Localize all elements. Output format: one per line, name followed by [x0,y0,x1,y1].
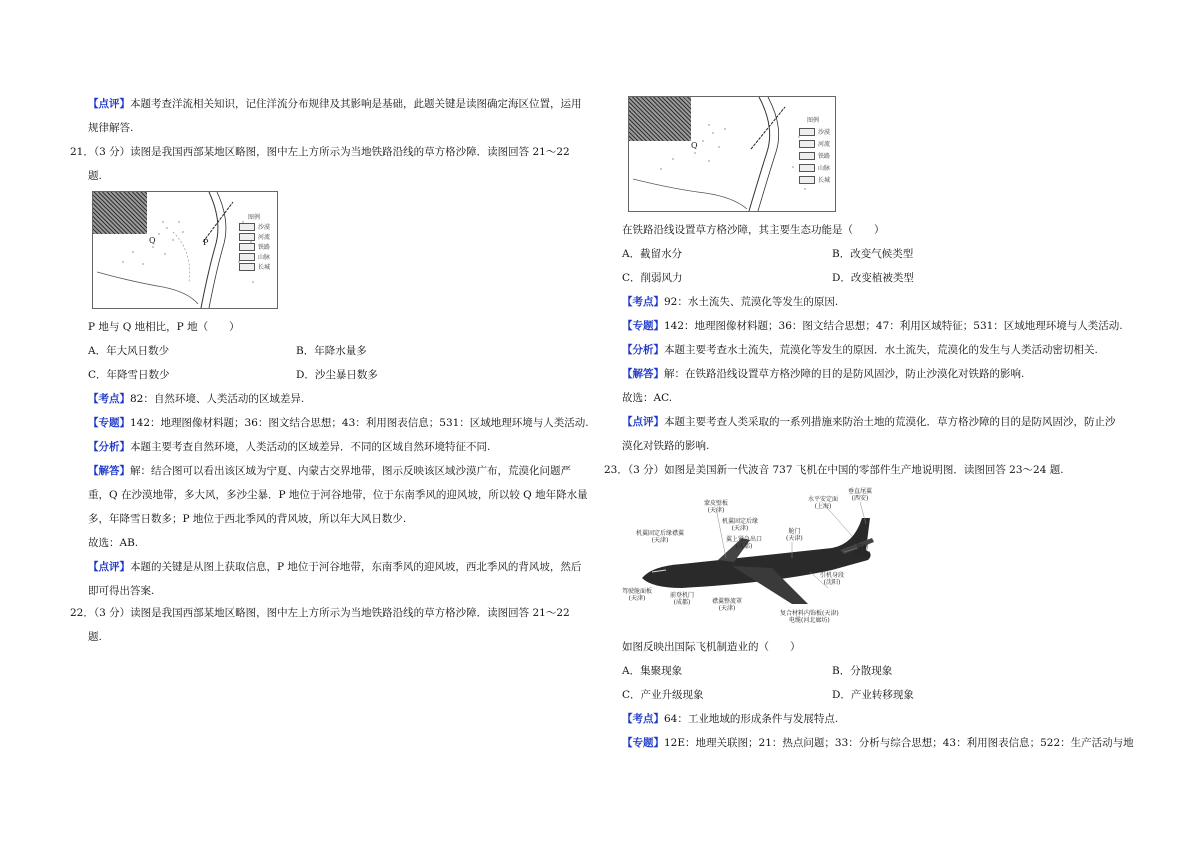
legend-railway: 铁路 [239,242,270,251]
plane-label-cockpit-panel: 驾驶舱面板 (天津) [622,588,653,602]
q22-stem-line2: 题. [88,631,102,643]
review-tag: 【 点评 】 [88,98,130,110]
plane-label-flap-fairing: 襟翼整流罩 (天津) [712,598,743,612]
legend2-river: 河流 [799,139,830,148]
q21-option-c: C．年降雪日数少 [88,369,170,381]
plane-label-wing-trailing-edge: 机翼固定后缘 (天津) [722,518,759,532]
map-label-p: P [203,238,209,247]
q21-jieda-line2: 重，Q 在沙漠地带，多大风，多沙尘暴．P 地位于河谷地带，位于东南季风的迎风坡，所以较 Q 地年降水量 [88,489,588,501]
legend2-great-wall: 长城 [799,175,830,184]
legend2-desert: 沙漠 [799,127,830,136]
plane-label-wings: 翅膀 (天津) [854,544,871,558]
region-map-figure-2 [628,96,836,212]
q21-option-a: A．年大风日数少 [88,345,170,357]
q22-option-d: D．改变植被类型 [832,272,914,284]
plane-drawing [622,488,892,630]
q23-option-b: B．分散现象 [832,665,893,677]
q21-stem-line1: 21．（3 分）读图是我国西部某地区略图，图中左上方所示为当地铁路沿线的草方格沙障．读图回答 21～22 [70,146,570,158]
q21-dianping-line1: 【 点评 】 本题的关键是从图上获取信息，P 地位于河谷地带，东南季风的迎风坡，西北季风的背风坡，然后 [88,560,581,574]
q23-option-d: D．产业转移现象 [832,689,914,701]
q23-kaodian: 【 考点 】 64：工业地域的形成条件与发展特点. [622,712,838,726]
q22-option-b: B．改变气候类型 [832,248,914,260]
q21-option-b: B．年降水量多 [296,345,367,357]
plane-label-horizontal-stabilizer: 水平安定面 (上海) [808,496,839,510]
q23-option-c: C．产业升级现象 [622,689,704,701]
q21-jieda-line1: 【 解答 】 解：结合图可以看出该区域为宁夏、内蒙古交界地带，图示反映该区域沙漠广布，荒漠化问题严 [88,464,571,478]
plane-label-front-door: 前登机门 (成都) [670,592,695,606]
q22-option-a: A．截留水分 [622,248,683,260]
q23-option-a: A．集聚现象 [622,665,683,677]
region-map-figure [92,191,278,309]
plane-label-vertical-tail: 垂直尾翼 (西安) [848,488,873,502]
q23-zhuanti: 【 专题 】 12E：地理关联图；21：热点问题；33：分析与综合思想；43：利用图表信息；522：生产活动与地 [622,736,1134,750]
q22-stem-line1: 22．（3 分）读图是我国西部某地区略图，图中左上方所示为当地铁路沿线的草方格沙障．读图回答 21～22 [70,607,570,619]
q21-fenxi: 【 分析 】 本题主要考查自然环境，人类活动的区域差异．不同的区域自然环境特征不同. [88,440,490,454]
q21-jieda-line3: 多，年降雪日数多；P 地位于西北季风的背风坡，所以年大风日数少. [88,513,407,525]
q22-dianping-line2: 漠化对铁路的影响. [622,440,710,452]
map-label-q: Q [149,236,156,245]
plane-label-door: 舱门 (天津) [786,528,803,542]
q22-jieda-line1: 【 解答 】 解：在铁路沿线设置草方格沙障的目的是防风固沙，防止沙漠化对铁路的影响. [622,367,1024,381]
legend-mountain: 山脉 [239,252,270,261]
map2-label-q: Q [691,141,698,150]
legend2-mountain: 山脉 [799,163,830,172]
intro-review-line1: 【 点评 】 本题考查洋流相关知识，记住洋流分布规律及其影响是基础，此题关键是读图确定海区位置，运用 [88,97,582,111]
plane-label-emergency-exit: 翼上紧急出口 (成都) [726,536,763,550]
q23-question: 如图反映出国际飞机制造业的（ ） [622,641,801,653]
q21-question: P 地与 Q 地相比，P 地（ ） [88,321,240,333]
q22-kaodian: 【 考点 】 92：水土流失、荒漠化等发生的原因. [622,295,838,309]
legend2-title: 图例 [807,117,820,124]
q21-kaodian: 【 考点 】 82：自然环境、人类活动的区域差异. [88,392,304,406]
intro-review-line2: 规律解答. [88,122,134,134]
q21-zhuanti: 【 专题 】 142：地理图像材料题；36：图文结合思想；43：利用图表信息；531：区域地理环境与人类活动. [88,416,589,430]
legend-desert: 沙漠 [239,222,270,231]
boeing-737-parts-figure [622,488,892,630]
q21-jieda-line4: 故选：AB. [88,537,139,549]
q22-jieda-line2: 故选：AC. [622,392,673,404]
q22-fenxi: 【 分析 】 本题主要考查水土流失，荒漠化等发生的原因．水土流失，荒漠化的发生与人类活动密切相关. [622,343,1098,357]
legend-title: 图例 [248,214,261,221]
legend-great-wall: 长城 [239,262,270,271]
q21-stem-line2: 题. [88,170,102,182]
plane-label-fuselage-section: 引机身段 (沈阳) [820,572,845,586]
plane-label-composite-cable: 复合材料内饰板(天津) 电缆(河北廊坊) [780,610,839,624]
q22-dianping-line1: 【 点评 】 本题主要考查人类采取的一系列措施来防治土地的荒漠化．草方格沙障的目的是防风固沙，防止沙 [622,415,1116,429]
q22-zhuanti: 【 专题 】 142：地理图像材料题；36：图文结合思想；47：利用区域特征；531：区域地理环境与人类活动. [622,319,1123,333]
q23-stem: 23．（3 分）如图是美国新一代波音 737 飞机在中国的零部件生产地说明图．读图回答 23～24 题. [604,464,1064,476]
q21-dianping-line2: 即可得出答案. [88,585,155,597]
plane-label-wing-flap: 机翼固定后缘襟翼 (天津) [636,530,685,544]
plane-label-skin-panel: 蒙皮壁板 (天津) [704,500,729,514]
q22-option-c: C．削弱风力 [622,272,683,284]
legend2-railway: 铁路 [799,151,830,160]
legend-river: 河流 [239,232,270,241]
q22-question: 在铁路沿线设置草方格沙障，其主要生态功能是（ ） [622,224,885,236]
q21-option-d: D．沙尘暴日数多 [296,369,378,381]
